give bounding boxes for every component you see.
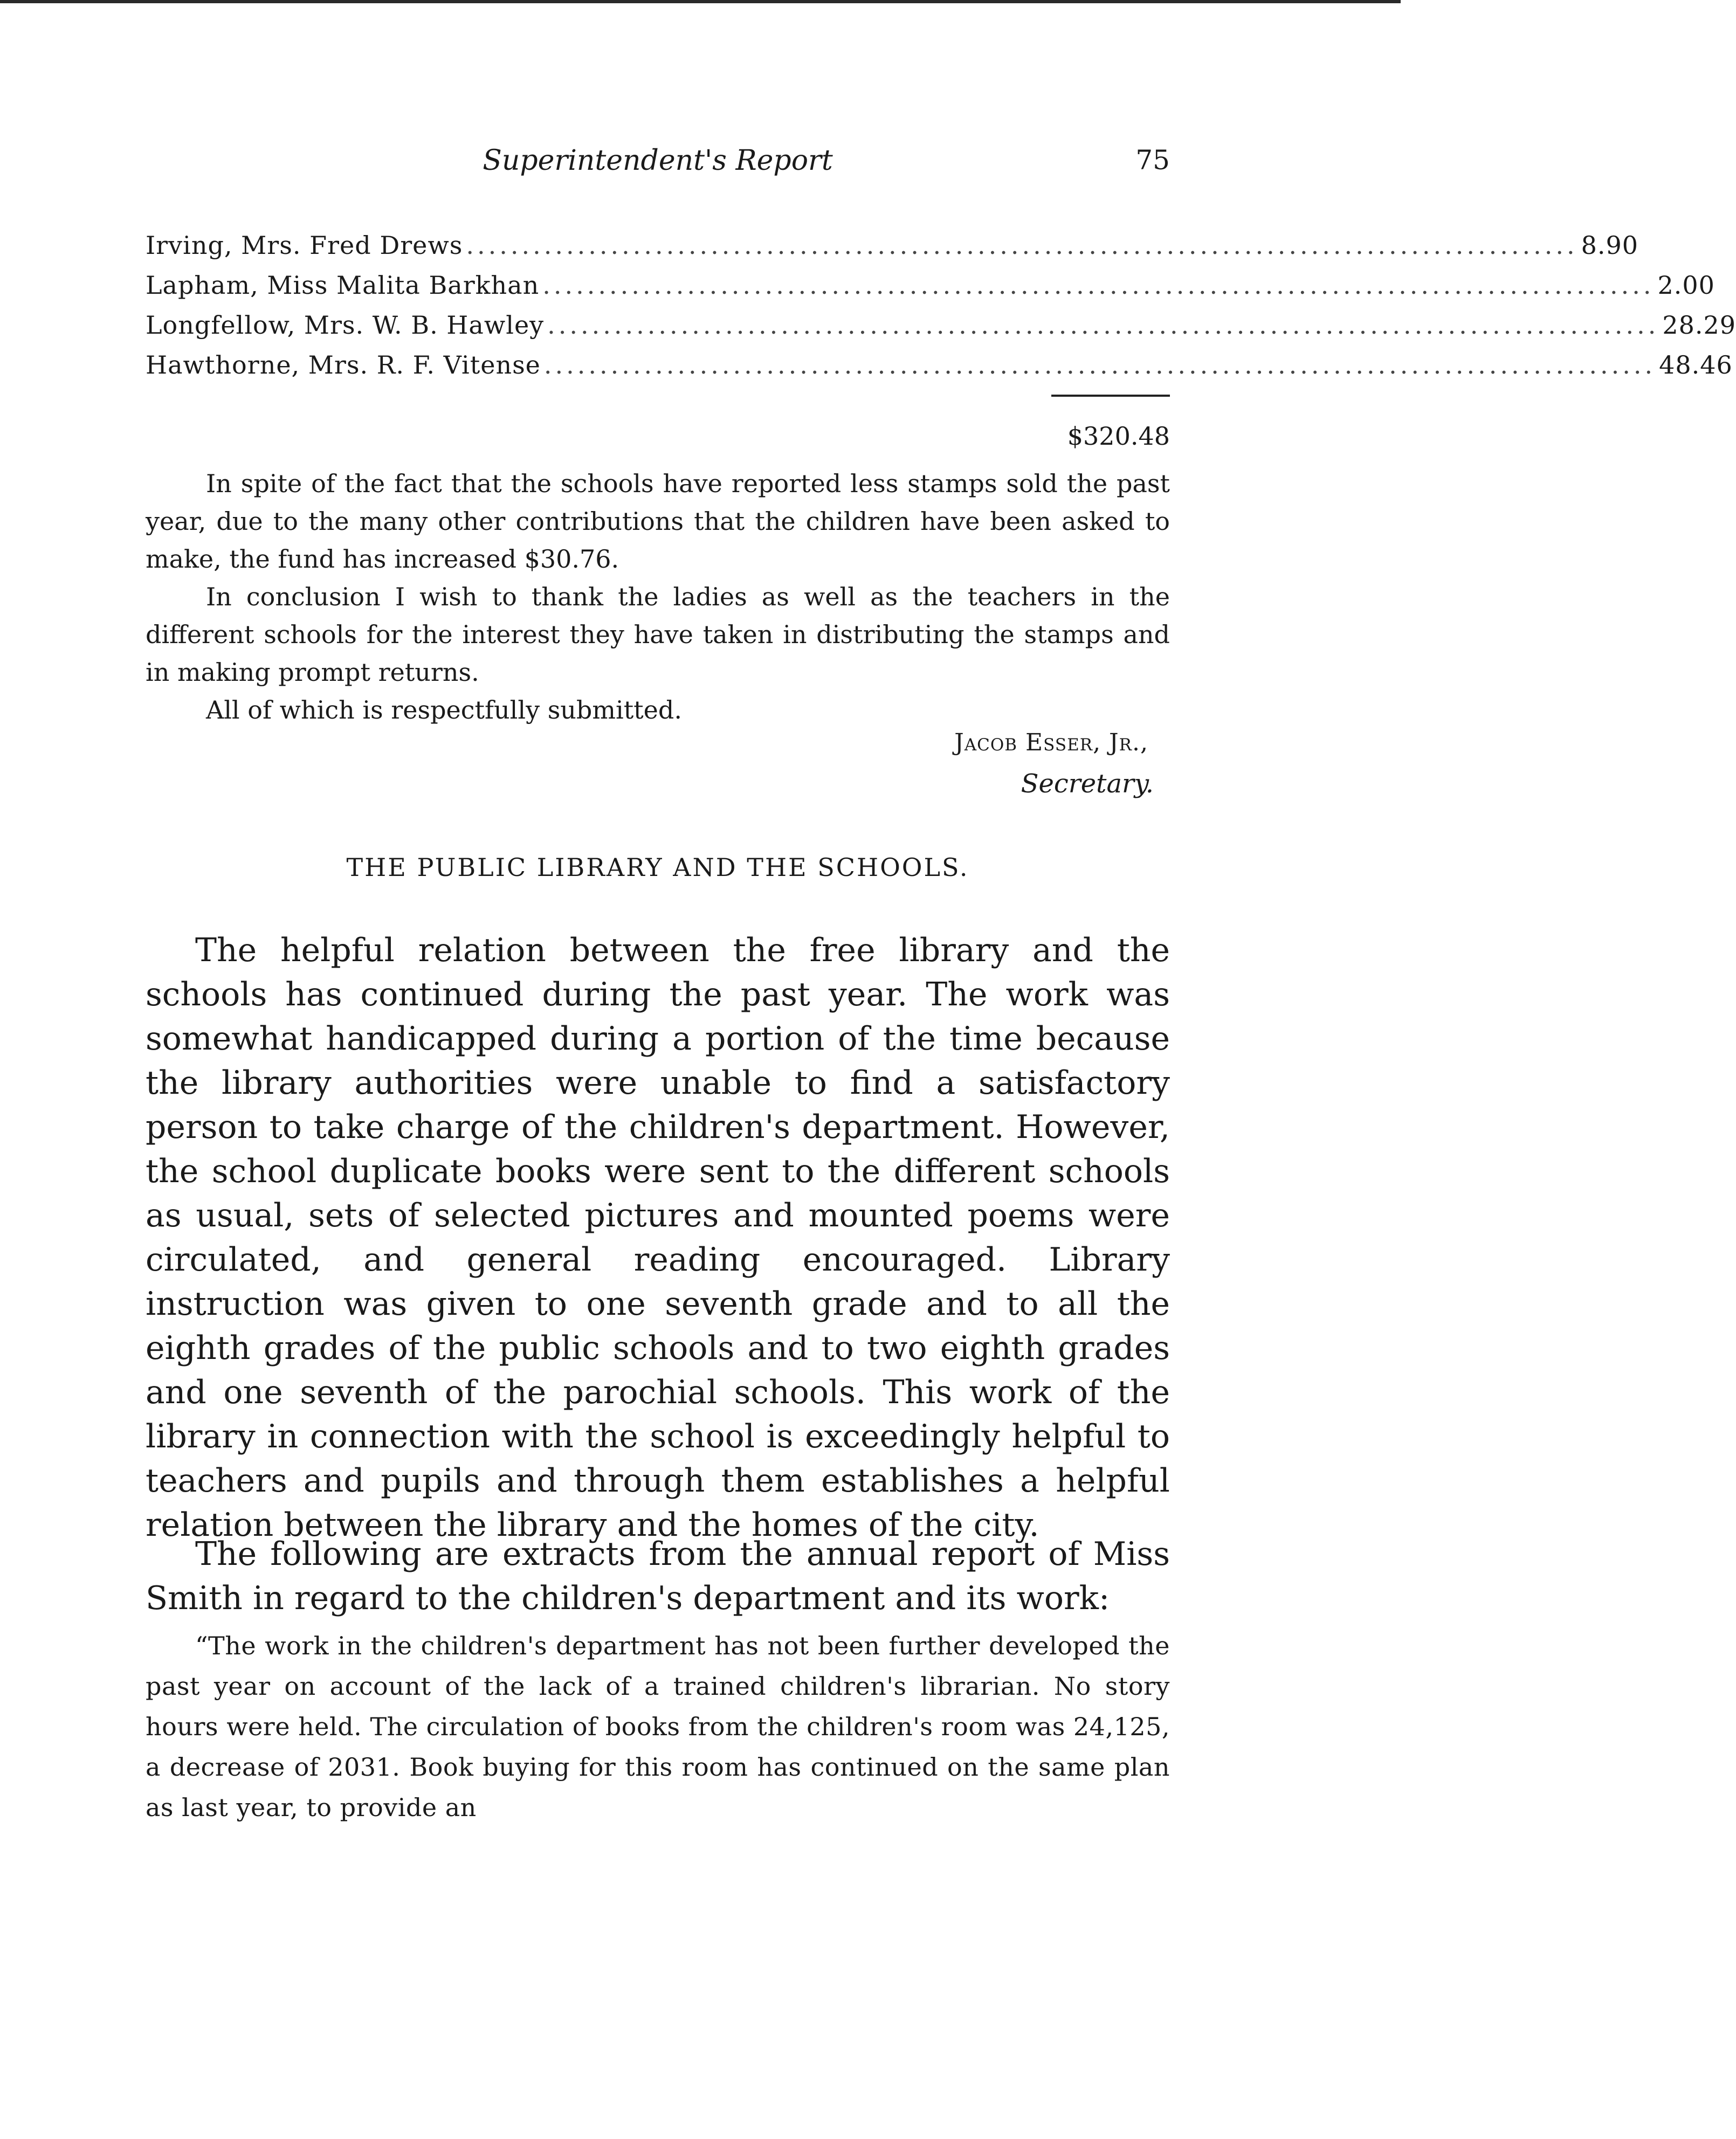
page-number: 75 (1135, 144, 1170, 176)
ledger-amount: 2.00 (1657, 271, 1715, 300)
total-rule (1051, 395, 1170, 397)
running-title: Superintendent's Report (483, 144, 833, 177)
running-header (146, 144, 1170, 177)
report-closing: All of which is respectfully submitted. (206, 695, 682, 724)
report-quote: “The work in the children's department has not been further developed the past year on account of the lack of a trained children's librarian. No story hours were held. The circulation of books from the children's room was 24,125, a decrease of 2031. Book buying for this room has continued on the same plan as last year, to provide an (146, 1631, 1170, 1822)
ledger-amount: 48.46 (1659, 350, 1733, 380)
document-page (146, 0, 1736, 2139)
signature-name: Jacob Esser, Jr., (954, 729, 1148, 756)
ledger-row (146, 271, 1715, 310)
report-paragraph: In spite of the fact that the schools have reported less stamps sold the past year, due to the many other contributions that the children have been asked to make, the fund has increased $30.76. (146, 469, 1170, 574)
ledger-total: $320.48 (1067, 422, 1170, 451)
ledger-name: Irving, Mrs. Fred Drews (146, 231, 463, 260)
ledger-row (146, 350, 1733, 390)
library-paragraph: The following are extracts from the annual report of Miss Smith in regard to the children's department and its work: (146, 1535, 1170, 1617)
section-heading: THE PUBLIC LIBRARY AND THE SCHOOLS. (346, 853, 969, 882)
signature-title: Secretary. (1021, 769, 1154, 799)
ledger-amount: 8.90 (1581, 231, 1639, 260)
library-paragraph: The helpful relation between the free library and the schools has continued during the past year. The work was somewhat handicapped during a portion of the time because the library authorities were unable to find a satisfactory person to take charge of the children's department. However, the school duplicate books were sent to the different schools as usual, sets of selected pictures and mounted poems were circulated, and general reading encouraged. Library instruction was given to one seventh grade and to all the eighth grades of the public schools and to two eighth grades and one seventh of the parochial schools. This work of the library in connection with the school is exceedingly helpful to teachers and pupils and through them establishes a helpful relation between the library and the homes of the city. (146, 932, 1170, 1544)
ledger-amount: 28.29 (1662, 310, 1736, 340)
ledger-row (146, 231, 1639, 271)
report-paragraph: In conclusion I wish to thank the ladies as well as the teachers in the different schools for the interest they have taken in distributing the stamps and in making prompt returns. (146, 582, 1170, 687)
ledger-name: Longfellow, Mrs. W. B. Hawley (146, 310, 545, 340)
dot-leader: .................................................................................................... (547, 310, 1659, 340)
dot-leader: .................................................................................................... (543, 350, 1656, 380)
ledger-name: Lapham, Miss Malita Barkhan (146, 271, 540, 300)
ledger-row (146, 310, 1736, 350)
dot-leader: .................................................................................................... (542, 271, 1655, 300)
ledger-name: Hawthorne, Mrs. R. F. Vitense (146, 350, 541, 380)
dot-leader: .................................................................................................... (466, 231, 1578, 260)
contribution-ledger (146, 231, 1736, 390)
